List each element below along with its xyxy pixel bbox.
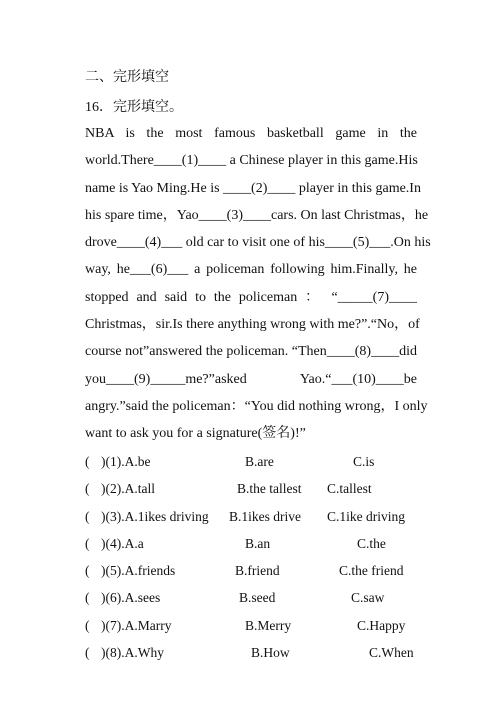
passage-line: way, he___(6)___ a policeman following him.Finally, he [85,262,417,278]
section-title: 二、完形填空 [85,70,169,85]
answer-blank: ( [85,454,90,469]
option-row-5 [85,559,425,586]
option-b: B.are [245,454,274,469]
question-title: 16．完形填空。 [85,100,183,115]
option-a: )(8).A.Why [101,645,164,661]
option-a: )(6).A.sees [101,590,161,606]
passage-line: course not”answered the policeman. “Then____(8)____did [85,344,417,360]
option-row-6 [85,586,425,613]
option-row-3 [85,505,425,532]
passage-line: NBA is the most famous basketball game in the [85,126,417,141]
option-b: B.How [251,645,290,661]
option-b: B.Merry [245,617,292,633]
option-b: B.seed [239,590,276,606]
option-c: C.1ike driving [327,508,405,524]
answer-blank: ( [85,481,90,497]
passage-line: you____(9)_____me?”asked Yao.“___(10)____be [85,371,417,387]
passage-line: want to ask you for a signature(签名)!” [85,426,306,442]
option-a: )(5).A.friends [101,563,176,579]
option-c: C.saw [351,590,385,606]
option-a: )(2).A.tall [101,481,155,497]
option-a: )(3).A.1ikes driving [101,508,209,524]
answer-blank: ( [85,590,90,606]
option-a: )(7).A.Marry [101,617,172,633]
option-a: )(1).A.be [101,454,151,469]
answer-blank: ( [85,617,90,633]
passage-line: Christmas，sir.Is there anything wrong with me?”.“No，of [85,317,420,333]
option-c: C.Happy [357,617,406,633]
answer-blank: ( [85,645,90,661]
passage-line: his spare time，Yao____(3)____cars. On last Christmas，he [85,207,429,223]
passage-line: stopped and said to the policeman ： “_____(7)____ [85,289,417,305]
passage-line: drove____(4)___ old car to visit one of his____(5)___.On his [85,235,431,251]
option-row-8 [85,641,425,668]
option-c: C.the friend [339,563,404,579]
passage-line: world.There____(1)____ a Chinese player in this game.His [85,153,418,169]
option-row-7 [85,614,425,641]
option-c: C.tallest [327,481,372,497]
answer-blank: ( [85,535,90,551]
option-c: C.When [369,645,414,661]
option-row-1 [85,450,425,477]
option-a: )(4).A.a [101,535,144,551]
options-list [85,450,425,668]
option-row-2 [85,477,425,504]
answer-blank: ( [85,563,90,579]
passage-line: name is Yao Ming.He is ____(2)____ player in this game.In [85,180,421,196]
option-row-4 [85,532,425,559]
option-b: B.the tallest [237,481,302,497]
option-c: C.is [353,454,375,469]
option-b: B.friend [235,563,280,579]
answer-blank: ( [85,508,90,524]
option-b: B.1ikes drive [229,508,301,524]
cloze-passage [85,120,431,448]
option-b: B.an [245,535,271,551]
option-c: C.the [357,535,386,551]
passage-line: angry.”said the policeman：“You did nothing wrong，I only [85,398,428,414]
